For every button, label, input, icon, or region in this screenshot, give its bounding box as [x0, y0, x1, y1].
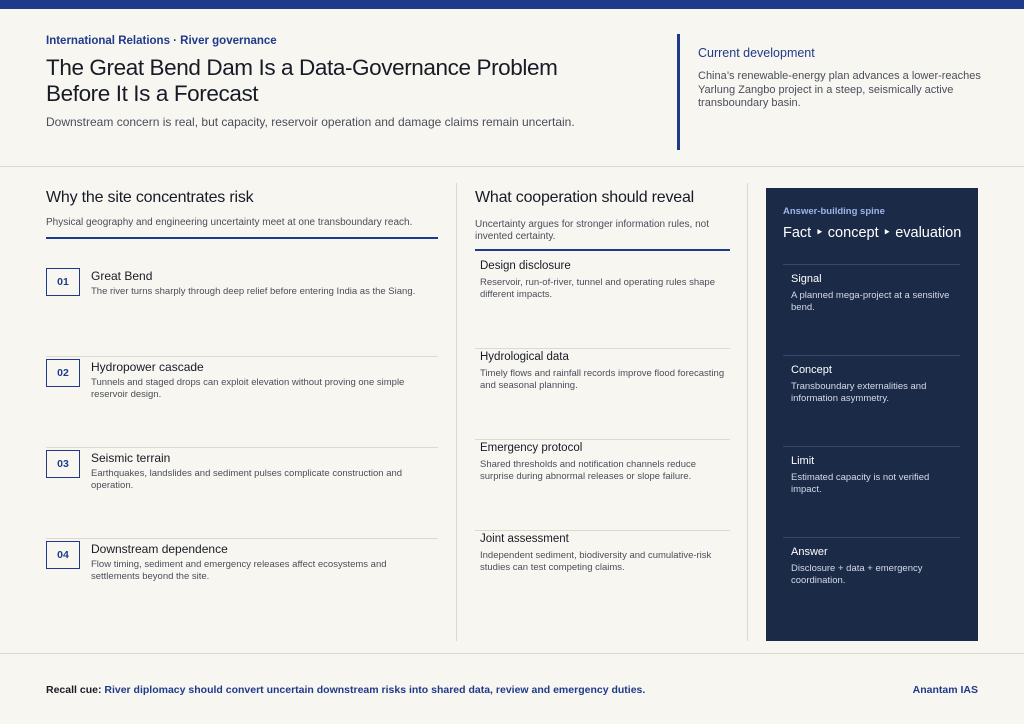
development-label: Current development — [698, 46, 815, 60]
column-divider — [456, 183, 457, 641]
cooperation-item — [475, 258, 730, 349]
cooperation-item-text: Shared thresholds and notification channels reduce surprise during abnormal releases or slope failure. — [480, 459, 697, 482]
item-number: 01 — [46, 268, 80, 296]
cooperation-item-text: Independent sediment, biodiversity and cumulative-risk studies can test competing claims. — [480, 550, 712, 573]
risk-item-text: The river turns sharply through deep relief before entering India as the Siang. — [91, 286, 416, 297]
spine-item-text: Disclosure + data + emergency coordination. — [791, 563, 923, 586]
risk-list — [46, 266, 438, 630]
risk-item-text: Flow timing, sediment and emergency releases affect ecosystems and settlements beyond the site. — [91, 559, 387, 582]
risk-item-text: Earthquakes, landslides and sediment pulses complicate construction and operation. — [91, 468, 403, 491]
risk-column-title: Why the site concentrates risk — [46, 189, 254, 206]
page-footer — [0, 653, 1024, 724]
cooperation-item — [475, 440, 730, 531]
risk-item-title: Downstream dependence — [91, 542, 228, 556]
risk-column — [46, 189, 438, 582]
cooperation-item-title: Joint assessment — [480, 533, 569, 545]
page-header — [0, 9, 1024, 167]
development-text: China’s renewable-energy plan advances a lower-reaches Yarlung Zangbo project in a steep, seismically active transboundary basin. — [698, 70, 981, 109]
cooperation-item-title: Hydrological data — [480, 351, 569, 363]
cooperation-item-title: Emergency protocol — [480, 442, 583, 454]
spine-item-text: Estimated capacity is not verified impact. — [791, 472, 930, 495]
answer-spine-panel — [766, 188, 978, 641]
cooperation-item-text: Timely flows and rainfall records improve flood forecasting and seasonal planning. — [480, 368, 725, 391]
risk-item — [46, 357, 438, 448]
page-subtitle: Downstream concern is real, but capacity, reservoir operation and damage claims remain uncertain. — [46, 115, 575, 129]
spine-item-text: A planned mega-project at a sensitive bend. — [791, 290, 950, 313]
cooperation-item-text: Reservoir, run-of-river, tunnel and operating rules shape different impacts. — [480, 277, 715, 300]
header-divider — [677, 34, 680, 150]
spine-item-label: Answer — [791, 546, 828, 558]
column-divider — [747, 183, 748, 641]
item-number: 02 — [46, 359, 80, 387]
spine-list — [783, 264, 960, 628]
item-number: 04 — [46, 541, 80, 569]
spine-item — [783, 446, 960, 537]
spine-item — [783, 264, 960, 355]
spine-item-text: Transboundary externalities and information asymmetry. — [791, 381, 927, 404]
risk-item-title: Great Bend — [91, 269, 153, 283]
risk-column-subtitle: Physical geography and engineering uncertainty meet at one transboundary reach. — [46, 217, 413, 228]
cooperation-item-title: Design disclosure — [480, 260, 571, 272]
cooperation-list — [475, 258, 730, 622]
risk-item-text: Tunnels and staged drops can exploit elevation without proving one simple reservoir design. — [91, 377, 405, 400]
section-kicker: International Relations · River governance — [46, 35, 277, 47]
spine-item-label: Signal — [791, 273, 822, 285]
cooperation-column-rule — [475, 249, 730, 251]
top-accent-bar — [0, 0, 1024, 9]
spine-item — [783, 537, 960, 628]
risk-item — [46, 266, 438, 357]
risk-item — [46, 448, 438, 539]
item-number: 03 — [46, 450, 80, 478]
risk-item-title: Seismic terrain — [91, 451, 171, 465]
cooperation-column — [475, 189, 730, 573]
spine-item — [783, 355, 960, 446]
risk-item — [46, 539, 438, 630]
cooperation-item — [475, 349, 730, 440]
recall-cue-text: River diplomacy should convert uncertain downstream risks into shared data, review and emergency duties. — [104, 684, 646, 696]
spine-item-label: Limit — [791, 455, 815, 467]
risk-column-rule — [46, 237, 438, 239]
recall-cue — [46, 684, 645, 696]
cooperation-item — [475, 531, 730, 622]
recall-cue-label: Recall cue: — [46, 684, 105, 696]
panel-kicker: Answer-building spine — [783, 206, 885, 217]
cooperation-column-title: What cooperation should reveal — [475, 189, 695, 206]
risk-item-title: Hydropower cascade — [91, 360, 204, 374]
cooperation-column-subtitle: Uncertainty argues for stronger information rules, not invented certainty. — [475, 219, 709, 242]
brand-name: Anantam IAS — [912, 684, 978, 696]
panel-title: Fact ‣ concept ‣ evaluation — [783, 225, 962, 241]
page-title: The Great Bend Dam Is a Data-Governance Problem Before It Is a Forecast — [46, 55, 558, 106]
spine-item-label: Concept — [791, 364, 832, 376]
